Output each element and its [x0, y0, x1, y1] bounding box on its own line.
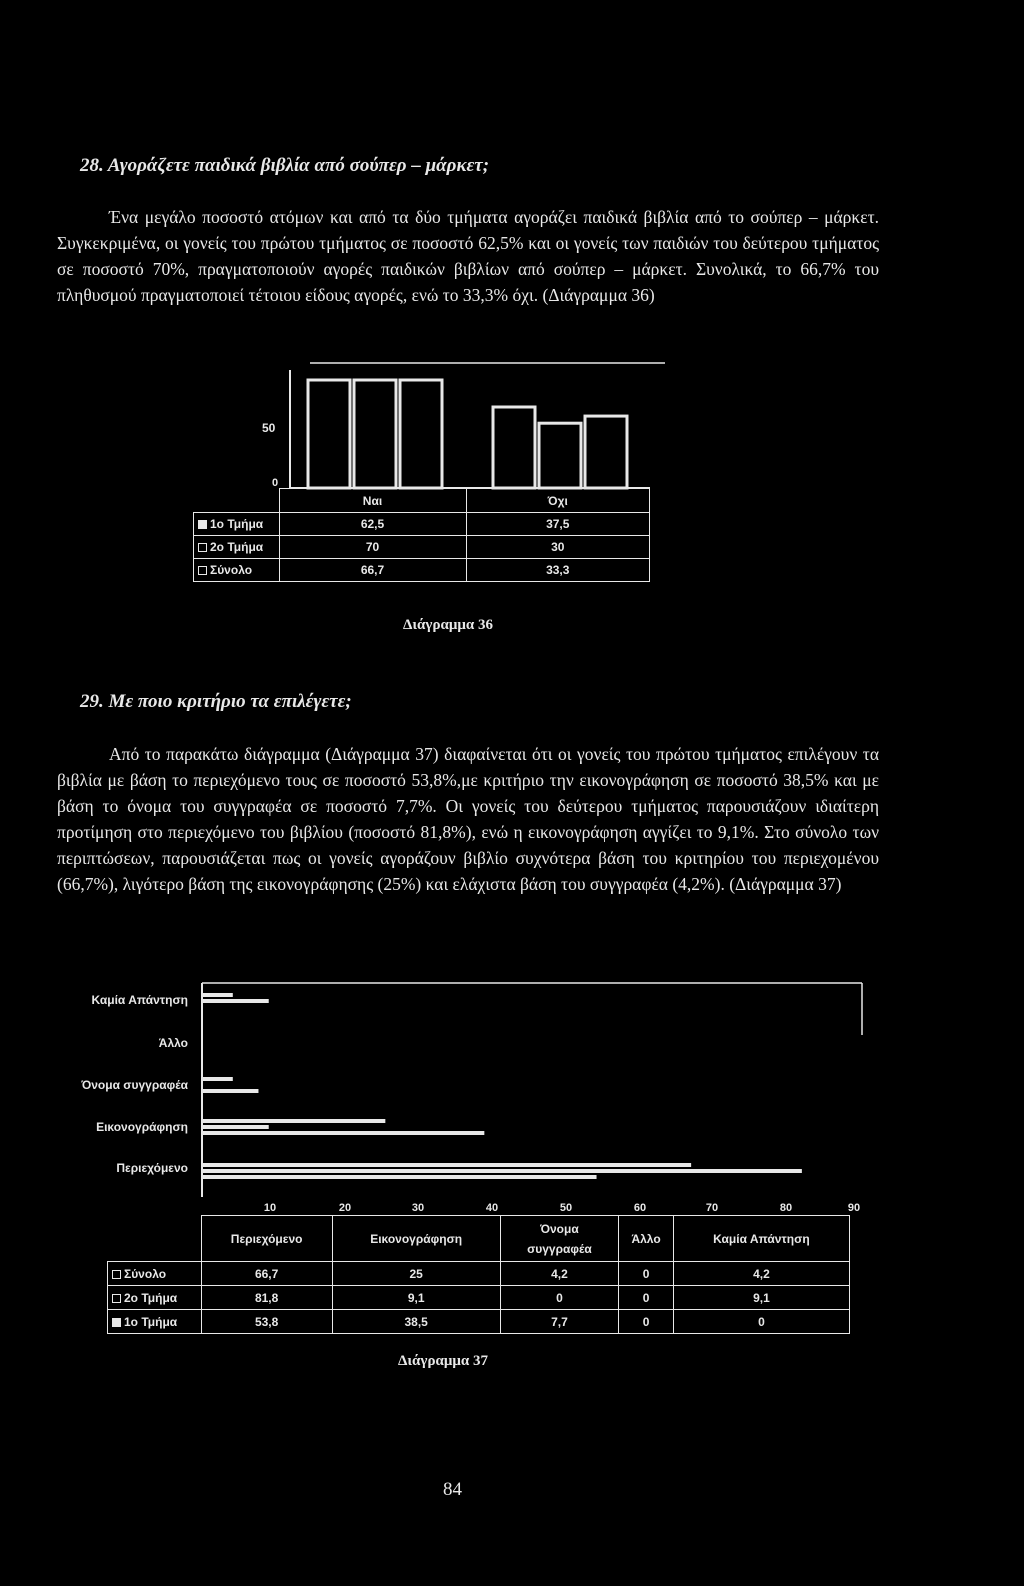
chart36-header-yes: Ναι: [279, 489, 466, 513]
chart37-cell: 66,7: [201, 1262, 332, 1286]
q28-paragraph: Ένα μεγάλο ποσοστό ατόμων και από τα δύο τμήματα αγοράζει παιδικά βιβλία από το σούπερ – μάρκετ. Συγκεκριμένα, οι γονείς του πρώτου τμήματος σε ποσοστό 62,5% και οι γονείς των παιδιών του δεύτερου τμήματος σε ποσοστό 70%, πραγματοποιούν αγορές παιδικών βιβλίων από σούπερ – μάρκετ. Συνολικά, το 66,7% του πληθυσμού πραγματοποιεί τέτοιου είδους αγορές, ενώ το 33,3% όχι. (Διάγραμμα 36): [57, 207, 879, 305]
chart37: [0, 975, 1024, 1355]
legend-swatch-total: [112, 1270, 121, 1279]
chart37-cell: 38,5: [332, 1310, 500, 1334]
chart37-header: Άλλο: [619, 1216, 674, 1262]
chart37-row-label: 1ο Τμήμα: [124, 1314, 178, 1329]
chart37-xtick: 50: [559, 1202, 573, 1214]
chart37-row-label: Σύνολο: [124, 1266, 167, 1281]
chart36-row-label: 2ο Τμήμα: [210, 540, 264, 554]
chart36-row-label: 1ο Τμήμα: [210, 517, 264, 531]
chart37-bar-0-2: [202, 1175, 597, 1179]
legend-swatch-1: [198, 520, 207, 529]
chart37-ylabel: Όνομα συγγραφέα: [81, 1078, 188, 1092]
chart37-cell: 25: [332, 1262, 500, 1286]
chart37-bar-0-0: [202, 1163, 691, 1167]
chart37-cell: 0: [500, 1286, 619, 1310]
chart36-cell: 37,5: [466, 513, 650, 536]
q28-heading: 28. Αγοράζετε παιδικά βιβλία από σούπερ – μάρκετ;: [80, 155, 490, 176]
chart36-cell: 33,3: [466, 559, 650, 582]
chart37-xtick: 20: [338, 1202, 352, 1214]
chart36-bar-1-0: [493, 407, 535, 488]
chart36-cell: 62,5: [279, 513, 466, 536]
legend-swatch-3: [198, 566, 207, 575]
chart37-xtick: 90: [847, 1202, 861, 1214]
chart37-caption: Διάγραμμα 37: [398, 1353, 488, 1369]
chart36-bar-1-2: [585, 416, 627, 488]
chart37-bar-1-1: [202, 1125, 269, 1129]
chart37-plot: [0, 975, 1024, 1215]
chart37-cell: 9,1: [332, 1286, 500, 1310]
chart37-table: [107, 1215, 850, 1334]
q29-paragraph: Από το παρακάτω διάγραμμα (Διάγραμμα 37) διαφαίνεται ότι οι γονείς του πρώτου τμήματος επιλέγουν τα βιβλία με βάση το περιεχόμενο τους σε ποσοστό 53,8%,με κριτήριο την εικονογράφηση σε ποσοστό 38,5% και με βάση το όνομα του συγγραφέα σε ποσοστό 7,7%. Οι γονείς του δεύτερου τμήματος παρουσιάζουν ιδιαίτερη προτίμηση στο περιεχόμενο του βιβλίου (ποσοστό 81,8%), ενώ η εικονογράφηση αγγίζει το 9,1%. Στο σύνολο των περιπτώσεων, παρουσιάζεται πως οι γονείς αγοράζουν βιβλίο συχνότερα βάση του κριτηρίου του περιεχομένου (66,7%), λιγότερο βάση της εικονογράφησης (25%) και ελάχιστα βάση του συγγραφέα (4,2%). (Διάγραμμα 37): [57, 744, 879, 894]
chart36-bar-0-1: [354, 380, 396, 488]
chart37-cell: 9,1: [673, 1286, 849, 1310]
q29-heading: 29. Με ποιο κριτήριο τα επιλέγετε;: [80, 691, 352, 712]
chart37-bar-4-0: [202, 993, 233, 997]
chart36-cell: 30: [466, 536, 650, 559]
legend-swatch-1: [112, 1318, 121, 1327]
chart37-row-label: 2ο Τμήμα: [124, 1290, 178, 1305]
chart36-caption: Διάγραμμα 36: [403, 617, 493, 633]
chart37-cell: 53,8: [201, 1310, 332, 1334]
chart37-ylabel: Καμία Απάντηση: [91, 993, 188, 1007]
chart37-cell: 0: [619, 1310, 674, 1334]
chart37-cell: 4,2: [500, 1262, 619, 1286]
chart37-bar-1-0: [202, 1119, 385, 1123]
chart37-cell: 0: [619, 1262, 674, 1286]
chart37-cell: 81,8: [201, 1286, 332, 1310]
chart37-header: Περιεχόμενο: [201, 1216, 332, 1262]
chart37-cell: 0: [673, 1310, 849, 1334]
chart37-bar-2-2: [202, 1089, 258, 1093]
chart37-ylabel: Περιεχόμενο: [116, 1161, 188, 1175]
chart37-header: Εικονογράφηση: [332, 1216, 500, 1262]
chart37-bar-0-1: [202, 1169, 802, 1173]
chart37-ylabel: Άλλο: [158, 1036, 188, 1050]
chart37-xtick: 80: [779, 1202, 793, 1214]
chart37-xtick: 70: [705, 1202, 719, 1214]
legend-swatch-2: [198, 543, 207, 552]
chart37-xtick: 10: [263, 1202, 277, 1214]
chart36-ytick-0: 0: [272, 477, 279, 489]
chart36-bar-0-0: [308, 380, 350, 488]
chart36-row-label: Σύνολο: [210, 563, 253, 577]
chart36-cell: 66,7: [279, 559, 466, 582]
chart37-cell: 0: [619, 1286, 674, 1310]
chart37-cell: 4,2: [673, 1262, 849, 1286]
page-number: 84: [443, 1479, 462, 1500]
chart37-bar-2-0: [202, 1077, 233, 1081]
chart37-bar-4-1: [202, 999, 269, 1003]
chart36-ytick-50: 50: [262, 421, 276, 435]
legend-swatch-2: [112, 1294, 121, 1303]
chart37-xtick: 30: [411, 1202, 425, 1214]
chart36: [190, 355, 670, 605]
chart36-bar-1-1: [539, 423, 581, 488]
chart36-cell: 70: [279, 536, 466, 559]
chart37-bar-1-2: [202, 1131, 484, 1135]
chart37-ylabel: Εικονογράφηση: [96, 1120, 188, 1134]
chart37-header: Όνομα συγγραφέα: [500, 1216, 619, 1262]
chart36-bar-0-2: [400, 380, 442, 488]
chart37-cell: 7,7: [500, 1310, 619, 1334]
chart36-table: [193, 488, 650, 582]
chart37-header: Καμία Απάντηση: [673, 1216, 849, 1262]
chart36-header-no: Όχι: [466, 489, 650, 513]
chart37-xtick: 60: [633, 1202, 647, 1214]
chart37-xtick: 40: [485, 1202, 499, 1214]
